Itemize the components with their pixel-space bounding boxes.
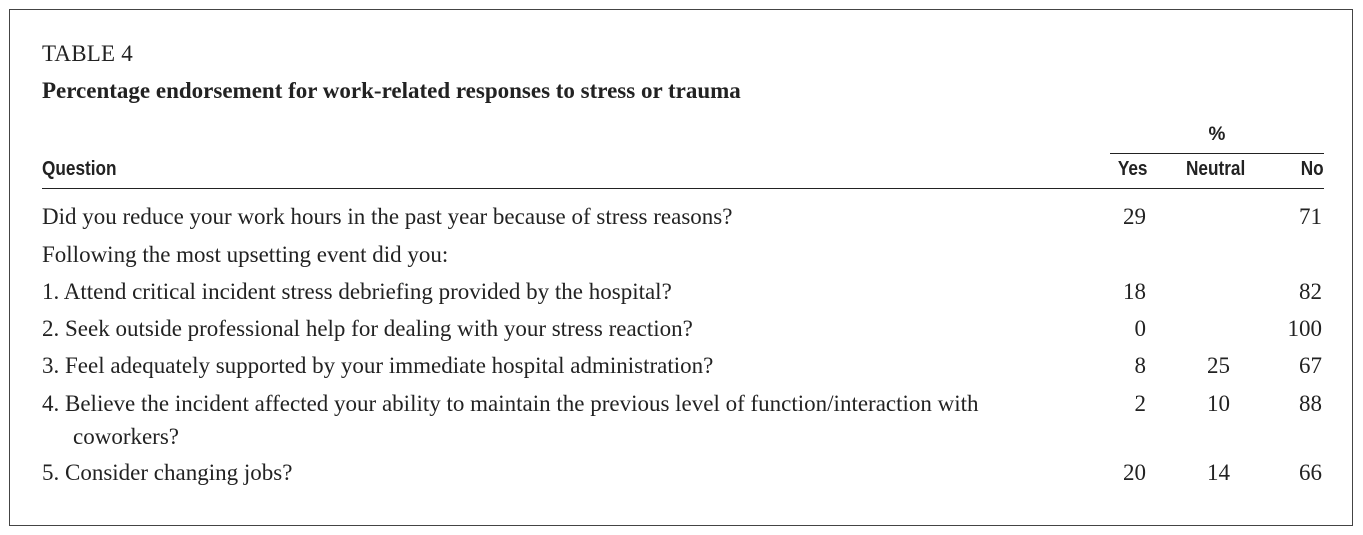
table-row-question: Did you reduce your work hours in the past year because of stress reasons? [42, 204, 733, 229]
column-header-yes: Yes [1117, 158, 1147, 180]
table-row-question: Following the most upsetting event did you: [42, 242, 449, 267]
table-cell-no: 67 [1299, 353, 1322, 378]
table-cell-yes: 8 [1134, 353, 1146, 378]
table-cell-yes: 0 [1134, 316, 1146, 341]
table-cell-yes: 2 [1134, 391, 1146, 416]
table-row-question: 5. Consider changing jobs? [42, 460, 293, 485]
percent-header-rule [1110, 153, 1324, 154]
table-cell-yes: 29 [1123, 204, 1146, 229]
table-cell-neutral: 10 [1207, 391, 1230, 416]
table-cell-no: 66 [1299, 460, 1322, 485]
table-cell-yes: 18 [1123, 279, 1146, 304]
table-cell-neutral: 25 [1207, 353, 1230, 378]
table-row-question: 4. Believe the incident affected your ability to maintain the previous level of function/interaction with [42, 391, 979, 416]
table-title: Percentage endorsement for work-related responses to stress or trauma [42, 78, 741, 103]
percent-header: % [1208, 124, 1226, 145]
table-label: TABLE 4 [42, 41, 133, 66]
table-cell-no: 82 [1299, 279, 1322, 304]
table-cell-no: 100 [1287, 316, 1322, 341]
table-cell-yes: 20 [1123, 460, 1146, 485]
table-cell-no: 88 [1299, 391, 1322, 416]
header-rule [42, 188, 1324, 189]
table-cell-neutral: 14 [1207, 460, 1230, 485]
table-row-question: 3. Feel adequately supported by your immediate hospital administration? [42, 353, 714, 378]
table-row-question-continuation: coworkers? [73, 424, 180, 449]
column-header-neutral: Neutral [1186, 158, 1246, 180]
table-row-question: 2. Seek outside professional help for dealing with your stress reaction? [42, 316, 693, 341]
table-cell-no: 71 [1299, 204, 1322, 229]
table-row-question: 1. Attend critical incident stress debriefing provided by the hospital? [42, 279, 672, 304]
column-header-no: No [1301, 158, 1324, 180]
column-header-question: Question [42, 158, 117, 180]
